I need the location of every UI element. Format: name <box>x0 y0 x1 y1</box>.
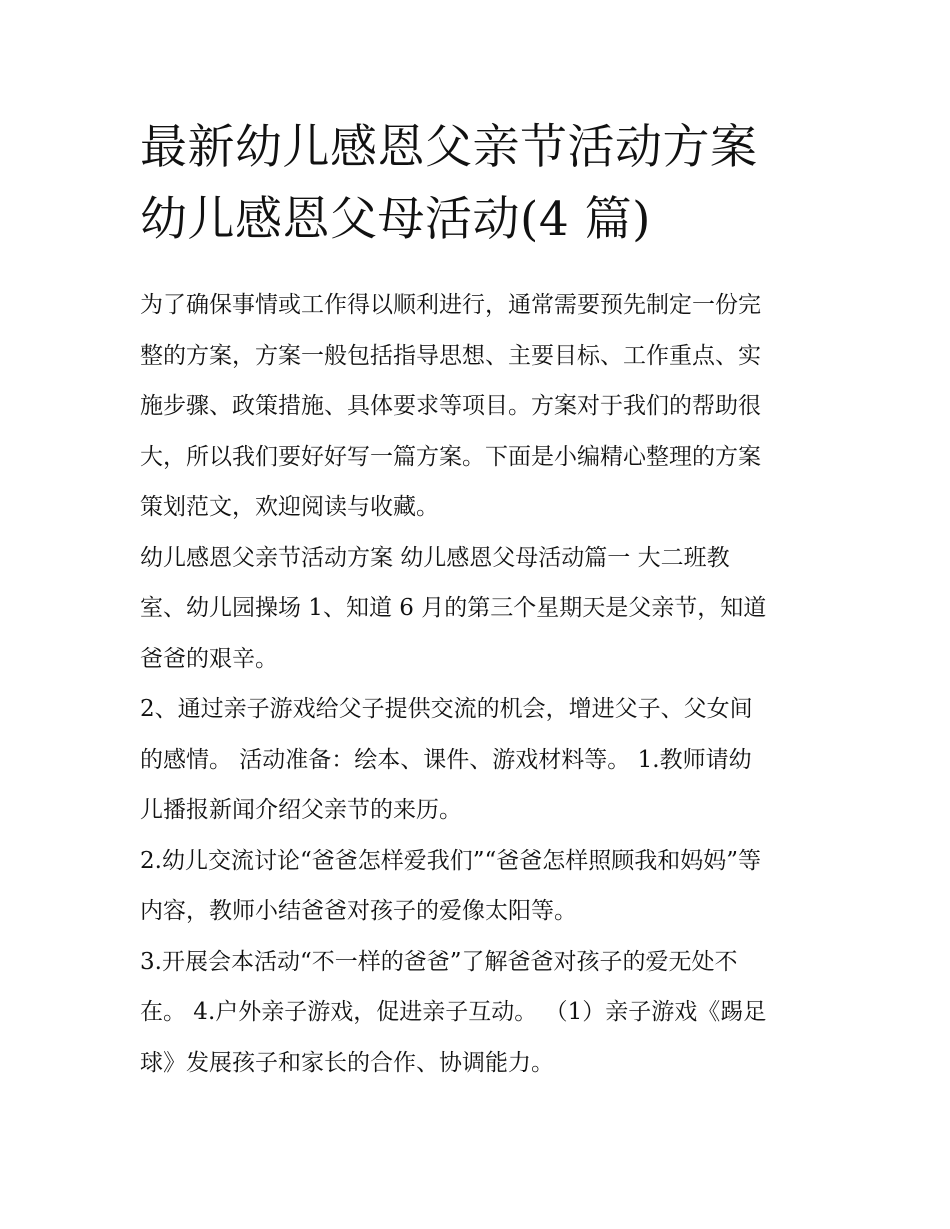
text-line: 在。 4.户外亲子游戏，促进亲子互动。 （1）亲子游戏《踢足 <box>140 999 767 1025</box>
paragraph-step-two <box>140 836 830 937</box>
document-title <box>140 112 840 256</box>
text-line: 幼儿感恩父亲节活动方案 幼儿感恩父母活动篇一 大二班教 <box>140 544 730 571</box>
text-line: 为了确保事情或工作得以顺利进行，通常需要预先制定一份完 <box>140 292 761 318</box>
paragraph-intro <box>140 280 830 533</box>
text-line: 球》发展孩子和家长的合作、协调能力。 <box>140 1049 554 1076</box>
paragraph-section-one <box>140 533 830 685</box>
paragraph-goal-two <box>140 684 830 836</box>
text-line: 策划范文，欢迎阅读与收藏。 <box>140 494 439 520</box>
text-line: 大，所以我们要好好写一篇方案。下面是小编精心整理的方案 <box>140 443 761 470</box>
document-body <box>140 280 830 1088</box>
text-line: 室、幼儿园操场 1、知道 6 月的第三个星期天是父亲节，知道 <box>140 595 767 621</box>
text-line: 儿播报新闻介绍父亲节的来历。 <box>140 797 462 823</box>
text-line: 2、通过亲子游戏给父子提供交流的机会，增进父子、父女间 <box>140 696 753 722</box>
text-line: 整的方案，方案一般包括指导思想、主要目标、工作重点、实 <box>140 342 761 369</box>
text-line: 施步骤、政策措施、具体要求等项目。方案对于我们的帮助很 <box>140 393 761 419</box>
text-line: 3.开展会本活动“不一样的爸爸”了解爸爸对孩子的爱无处不 <box>140 948 738 975</box>
text-line: 的感情。 活动准备：绘本、课件、游戏材料等。 1.教师请幼 <box>140 746 752 773</box>
title-line-2: 幼儿感恩父母活动(4 篇) <box>140 192 652 247</box>
text-line: 内容，教师小结爸爸对孩子的爱像太阳等。 <box>140 898 577 924</box>
title-line-1: 最新幼儿感恩父亲节活动方案 <box>140 120 758 175</box>
paragraph-step-three <box>140 937 830 1089</box>
text-line: 爸爸的艰辛。 <box>140 645 278 672</box>
text-line: 2.幼儿交流讨论“爸爸怎样爱我们”“爸爸怎样照顾我和妈妈”等 <box>140 847 761 874</box>
